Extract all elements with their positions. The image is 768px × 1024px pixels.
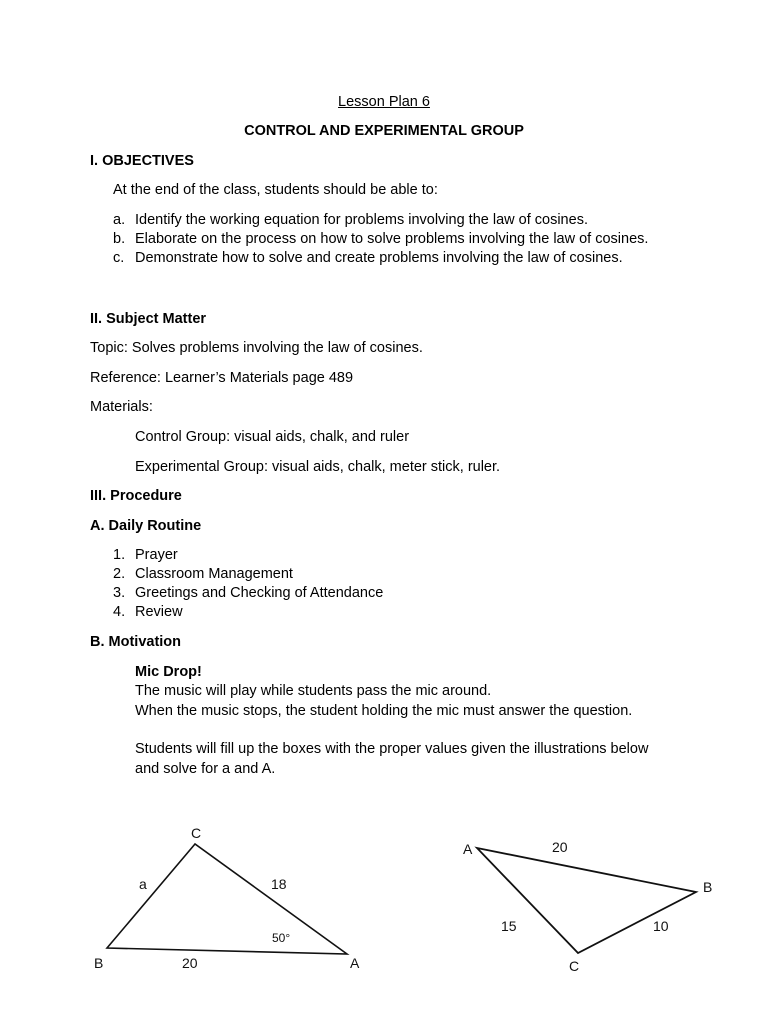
- list-marker: 4.: [113, 604, 126, 620]
- list-marker: a.: [113, 212, 126, 228]
- list-item-text: Greetings and Checking of Attendance: [135, 585, 384, 601]
- experimental-group-materials: Experimental Group: visual aids, chalk, meter stick, ruler.: [135, 459, 501, 475]
- list-item-text: Prayer: [135, 547, 178, 563]
- side-label-bc: 10: [653, 918, 669, 934]
- list-item-text: Demonstrate how to solve and create problems involving the law of cosines.: [135, 250, 623, 266]
- objectives-heading: I. OBJECTIVES: [90, 153, 194, 169]
- activity-title: Mic Drop!: [135, 664, 202, 680]
- list-item-text: Identify the working equation for problems involving the law of cosines.: [135, 212, 588, 228]
- activity-line: and solve for a and A.: [135, 761, 276, 777]
- side-label-ca: 18: [271, 876, 287, 892]
- vertex-label-b: B: [703, 879, 713, 895]
- vertex-label-c: C: [191, 825, 202, 841]
- objectives-intro: At the end of the class, students should be able to:: [113, 182, 438, 198]
- subject-matter-heading: II. Subject Matter: [90, 311, 207, 327]
- control-group-materials: Control Group: visual aids, chalk, and ruler: [135, 429, 410, 445]
- activity-line: When the music stops, the student holding the mic must answer the question.: [135, 703, 633, 719]
- activity-line: The music will play while students pass the mic around.: [135, 683, 492, 699]
- side-label-ac: 15: [501, 918, 517, 934]
- side-label-ba: 20: [182, 955, 198, 971]
- vertex-label-a: A: [350, 955, 360, 971]
- list-marker: 1.: [113, 547, 126, 563]
- triangle-shape: [477, 848, 696, 953]
- materials-label: Materials:: [90, 399, 153, 415]
- triangle-shape: [107, 844, 347, 954]
- triangle-figure-1: [85, 820, 375, 980]
- side-label-ab: 20: [552, 839, 568, 855]
- list-marker: 3.: [113, 585, 126, 601]
- list-item-text: Elaborate on the process on how to solve problems involving the law of cosines.: [135, 231, 649, 247]
- topic-line: Topic: Solves problems involving the law of cosines.: [90, 340, 423, 356]
- list-item-text: Review: [135, 604, 183, 620]
- procedure-heading: III. Procedure: [90, 488, 182, 504]
- lesson-subtitle: CONTROL AND EXPERIMENTAL GROUP: [244, 123, 524, 139]
- activity-line: Students will fill up the boxes with the proper values given the illustrations below: [135, 741, 649, 757]
- vertex-label-b: B: [94, 955, 104, 971]
- reference-line: Reference: Learner’s Materials page 489: [90, 370, 354, 386]
- list-marker: c.: [113, 250, 125, 266]
- angle-label-a: 50°: [272, 931, 291, 945]
- triangle-figure-2: [455, 830, 730, 980]
- list-item-text: Classroom Management: [135, 566, 293, 582]
- vertex-label-c: C: [569, 958, 580, 974]
- side-label-a: a: [139, 876, 147, 892]
- vertex-label-a: A: [463, 841, 473, 857]
- list-marker: b.: [113, 231, 126, 247]
- motivation-heading: B. Motivation: [90, 634, 182, 650]
- daily-routine-heading: A. Daily Routine: [90, 518, 202, 534]
- list-marker: 2.: [113, 566, 126, 582]
- lesson-title: Lesson Plan 6: [338, 94, 430, 110]
